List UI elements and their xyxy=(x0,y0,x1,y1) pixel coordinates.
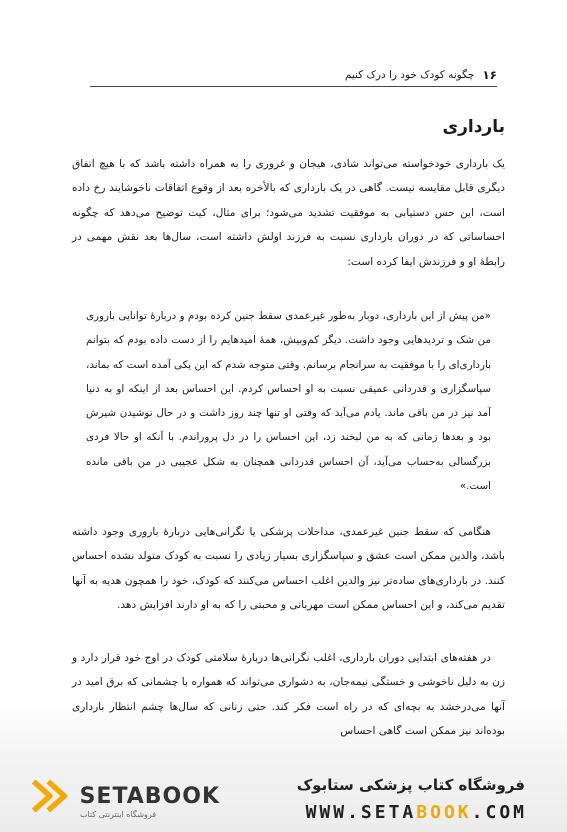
paragraph-third: در هفته‌های ابتدایی دوران بارداری، اغلب نگرانی‌ها دربارهٔ سلامتی کودک در اوج خود قرار دارد و زن به دلیل ناخوشی و خستگی نیمه‌جان، به دشواری می‌تواند که همواره با چشمانی که برق امید در آنها می‌درخشد به بچه‌ای که در راه است فکر کند. حتی زنانی که سال‌ها چشم انتظار بارداری بوده‌اند نیز ممکن است گاهی احساس xyxy=(72,652,505,738)
chevron-logo-icon xyxy=(30,774,74,818)
watermark-footer xyxy=(0,770,567,832)
page-number: ۱۶ xyxy=(482,68,497,82)
store-logo[interactable] xyxy=(30,770,220,822)
running-header xyxy=(90,68,497,82)
store-name: فروشگاه کتاب پزشکی ستابوک xyxy=(296,776,525,794)
running-title: چگونه کودک خود را درک کنیم xyxy=(344,69,475,81)
logo-wordmark: SETABOOK xyxy=(79,783,220,809)
url-suffix: .COM xyxy=(471,802,527,823)
section-title: بارداری xyxy=(442,117,505,137)
block-quote: «من پیش از این بارداری، دوبار به‌طور غیرعمدی سقط جنین کرده بودم و دربارهٔ توانایی باروری من شک و تردیدهایی وجود داشت. دیگر کم‌وبیش، همهٔ امیدهایم را از دست داده بودم که بتوانم بارداری‌ای را با موفقیت به سرانجام برسانم. وقتی متوجه شدم که این یکی آمده است که بماند، سپاسگزاری و قدردانی عمیقی نسبت به او احساس کردم. این احساس بعد از اینکه او به دنیا آمد نیز در من باقی ماند. یادم می‌آید که وقتی او تنها چند روز داشت و در حال نوشیدن شیرش بود و بعدها زمانی که به من لبخند زد، این احساس را در دل پروراندم. با آنکه او حالا فردی بزرگسالی به‌حساب می‌آید، آن احساس قدردانی همچنان به شکل عجیبی در من باقی مانده است.» xyxy=(86,310,491,493)
paragraph-intro: یک بارداری خودخواسته می‌تواند شادی، هیجان و غروری را به همراه داشته باشد که با هیچ اتفاق دیگری قابل مقایسه نیست. گاهی در یک بارداری که بالأخره بعد از وقوع اتفاقات ناخوشایند رخ داده است، این حس دستیابی به موفقیت تشدید می‌شود؛ برای مثال، کیت توضیح می‌دهد که چگونه احساساتی که در دوران بارداری نسبت به فرزند اولش داشته است، سال‌ها بعد نقش مهمی در رابطهٔ او و فرزندش ایفا کرده است: xyxy=(72,158,505,268)
url-accent: BOOK xyxy=(416,802,472,823)
url-prefix: WWW.SETA xyxy=(305,802,417,823)
logo-subtitle: فروشگاه اینترنتی کتاب xyxy=(80,810,157,819)
header-rule xyxy=(90,86,497,87)
store-url-link[interactable] xyxy=(306,802,527,823)
paragraph-second: هنگامی که سقط جنین غیرعمدی، مداخلات پزشکی یا نگرانی‌هایی دربارهٔ باروری وجود داشته باشد، والدین ممکن است عشق و سپاسگزاری بسیار زیادی را نسبت به کودک متولد نشده احساس کنند. در بارداری‌های ساده‌تر نیز والدین اغلب احساس می‌کنند که کودک، خود را همچون هدیه به آنها تقدیم می‌کند، و این احساس ممکن است مهربانی و محبتی را که به او دارند افزایش دهد. xyxy=(72,526,505,612)
